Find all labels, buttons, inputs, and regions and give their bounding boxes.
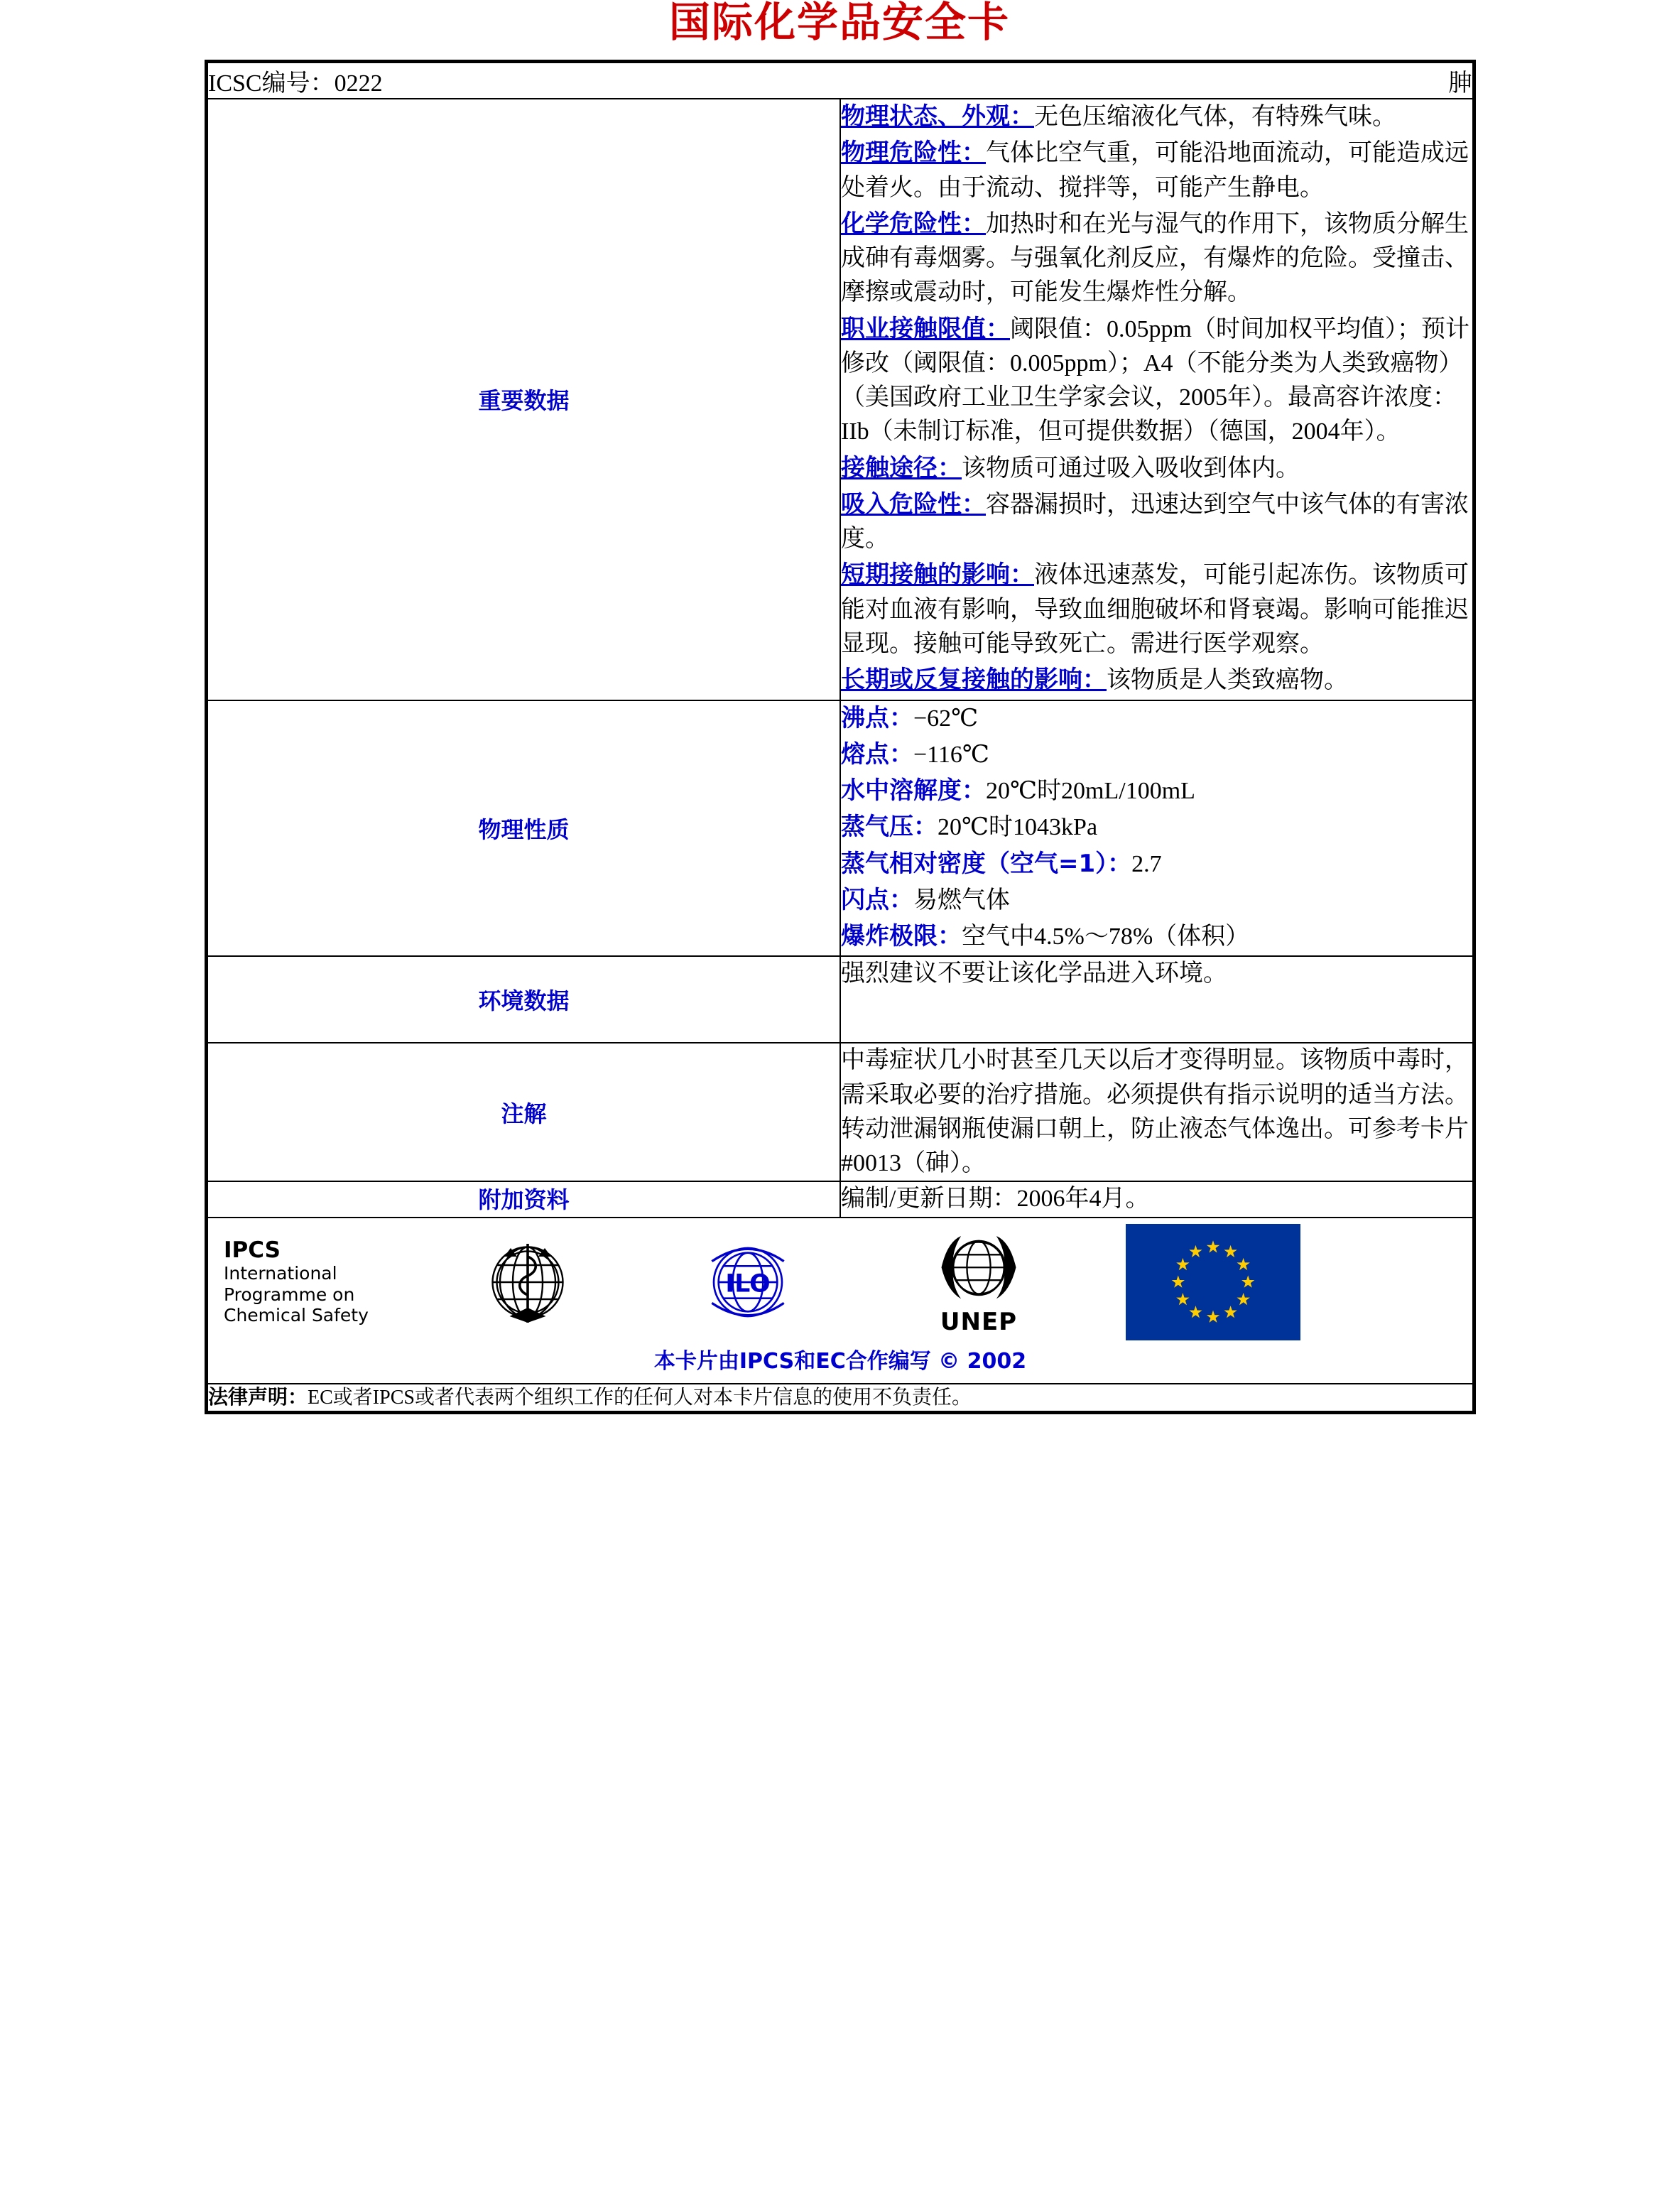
entry-text: 20℃时1043kPa [938, 814, 1098, 841]
entry-text: −116℃ [913, 741, 989, 768]
section-content-additional-info: 编制/更新日期：2006年4月。 [840, 1181, 1473, 1217]
card-table [207, 62, 1474, 1412]
entry-text: 无色压缩液化气体，有特殊气味。 [1034, 104, 1396, 130]
svg-text:ILO: ILO [725, 1269, 771, 1299]
entry-text: 20℃时20mL/100mL [986, 778, 1195, 805]
entry-water-solubility [841, 774, 1472, 808]
disclaimer-row [207, 1384, 1473, 1411]
who-logo [421, 1222, 634, 1342]
entry-text: 易燃气体 [913, 887, 1010, 913]
entry-title: 蒸气压： [841, 813, 938, 842]
section-content-notes: 中毒症状几小时甚至几天以后才变得明显。该物质中毒时，需采取必要的治疗措施。必须提供有指示说明的适当方法。转动泄漏钢瓶使漏口朝上，防止液态气体逸出。可参考卡片#0013（砷）。 [840, 1043, 1473, 1181]
entry-title: 沸点： [841, 703, 913, 732]
entry-text: 2.7 [1131, 850, 1162, 877]
icsc-card [205, 60, 1476, 1414]
entry-title: 物理状态、外观： [841, 102, 1034, 131]
unep-logo [862, 1222, 1096, 1342]
page-title: 国际化学品安全卡 [668, 0, 1010, 46]
entry-occupational-limits [841, 312, 1472, 450]
header-cell [207, 63, 1473, 99]
entry-text: 阈限值：0.05ppm（时间加权平均值）；预计修改（阈限值：0.005ppm）；A4（不能分类为人类致癌物）（美国政府工业卫生学家会议，2005年）。最高容许浓度：IIb（未制订标准，但可提供数据）（德国，2004年）。 [841, 315, 1469, 445]
section-content-important-data [840, 99, 1473, 700]
entry-short-term-effects [841, 558, 1472, 661]
unep-wordmark: UNEP [940, 1307, 1018, 1336]
icsc-id [208, 63, 383, 98]
entry-inhalation-risk [841, 487, 1472, 557]
footer-cell [207, 1218, 1473, 1384]
section-row-additional-info [207, 1181, 1473, 1217]
section-row-physical-properties [207, 700, 1473, 957]
entry-title: 接触途径： [841, 453, 962, 482]
entry-title: 闪点： [841, 885, 913, 914]
disclaimer-cell [207, 1384, 1473, 1411]
section-content-physical-properties [840, 700, 1473, 957]
section-label-physical-properties: 物理性质 [207, 700, 840, 957]
ipcs-wordmark [208, 1238, 421, 1326]
disclaimer-text: EC或者IPCS或者代表两个组织工作的任何人对本卡片信息的使用不负责任。 [308, 1386, 972, 1409]
ipcs-abbr: IPCS [224, 1237, 281, 1263]
credit-line: 本卡片由IPCS和EC合作编写 © 2002 [653, 1348, 1027, 1374]
entry-title: 爆炸极限： [841, 922, 962, 951]
header-row [207, 63, 1473, 99]
icsc-number: 0222 [334, 70, 383, 97]
entry-text: 容器漏损时，迅速达到空气中该气体的有害浓度。 [841, 491, 1469, 553]
eu-flag [1096, 1222, 1330, 1342]
entry-title: 化学危险性： [841, 209, 986, 238]
section-content-environmental-data: 强烈建议不要让该化学品进入环境。 [840, 956, 1473, 1043]
entry-title: 水中溶解度： [841, 776, 986, 806]
section-label-environmental-data: 环境数据 [207, 956, 840, 1043]
entry-text: 该物质可通过吸入吸收到体内。 [962, 455, 1300, 482]
entry-text: 液体迅速蒸发，可能引起冻伤。该物质可能对血液有影响，导致血细胞破坏和肾衰竭。影响可能推迟显现。接触可能导致死亡。需进行医学观察。 [841, 562, 1469, 657]
entry-title: 职业接触限值： [841, 314, 1010, 343]
section-label-notes: 注解 [207, 1043, 840, 1181]
entry-text: 气体比空气重，可能沿地面流动，可能造成远处着火。由于流动、搅拌等，可能产生静电。 [841, 140, 1469, 201]
entry-physical-state [841, 99, 1472, 134]
entry-text: 空气中4.5%～78%（体积） [962, 923, 1250, 950]
section-row-notes [207, 1043, 1473, 1181]
ipcs-line1: International [224, 1263, 337, 1284]
logo-strip [208, 1218, 1472, 1342]
footer-logos-row [207, 1218, 1473, 1384]
entry-text: 加热时和在光与湿气的作用下，该物质分解生成砷有毒烟雾。与强氧化剂反应，有爆炸的危险。受撞击、摩擦或震动时，可能发生爆炸性分解。 [841, 210, 1469, 306]
entry-title: 吸入危险性： [841, 489, 986, 519]
ipcs-line2: Programme on [224, 1284, 355, 1305]
entry-physical-dangers [841, 136, 1472, 205]
entry-vapour-pressure [841, 810, 1472, 845]
entry-title: 物理危险性： [841, 139, 986, 168]
substance-name: 胂 [1448, 70, 1472, 97]
section-row-environmental-data [207, 956, 1473, 1043]
entry-text: −62℃ [913, 705, 979, 732]
disclaimer-label: 法律声明： [208, 1384, 308, 1409]
icsc-label: ICSC编号： [208, 70, 335, 97]
entry-flash-point [841, 883, 1472, 918]
section-label-additional-info: 附加资料 [207, 1181, 840, 1217]
entry-title: 熔点： [841, 739, 913, 769]
entry-routes-of-exposure [841, 451, 1472, 486]
entry-explosive-limits [841, 919, 1472, 954]
section-row-important-data [207, 99, 1473, 700]
entry-title: 长期或反复接触的影响： [841, 666, 1107, 695]
entry-title: 短期接触的影响： [841, 560, 1034, 590]
entry-long-term-effects [841, 663, 1472, 698]
entry-melting-point [841, 737, 1472, 772]
entry-chemical-dangers [841, 207, 1472, 310]
entry-vapour-density [841, 847, 1472, 882]
entry-text: 该物质是人类致癌物。 [1107, 667, 1348, 694]
entry-title: 蒸气相对密度（空气=1）： [841, 849, 1132, 878]
entry-boiling-point [841, 701, 1472, 736]
ipcs-line3: Chemical Safety [224, 1305, 369, 1326]
ilo-logo [634, 1222, 862, 1342]
section-label-important-data: 重要数据 [207, 99, 840, 700]
